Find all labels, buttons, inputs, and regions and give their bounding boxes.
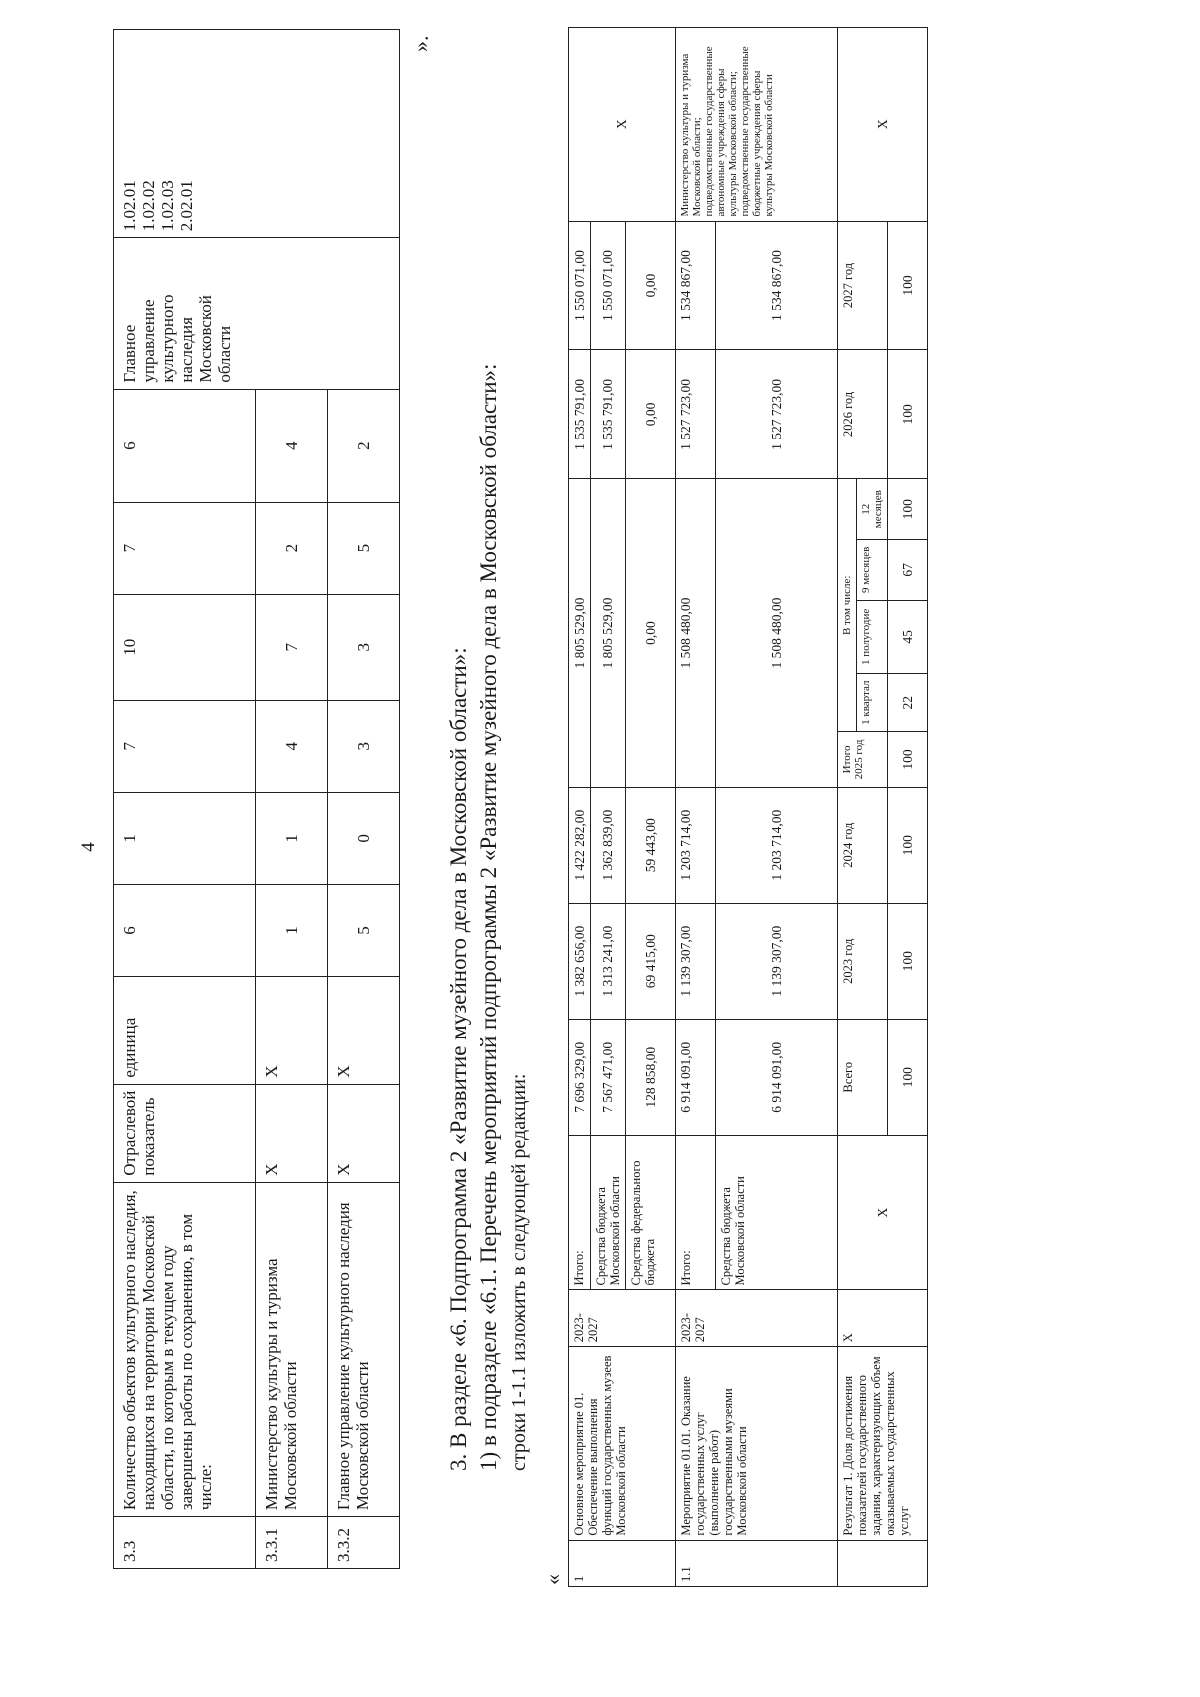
period: 2023-2027 [569, 1290, 676, 1347]
value-cell: 5 [328, 502, 400, 594]
value-cell: 100 [888, 1019, 928, 1135]
header-in-that: В том числе: [838, 479, 857, 732]
result-name: Результат 1. Доля достижения показателей государственного задания, характеризующих объем оказываемых государственных услуг [838, 1347, 928, 1540]
amount-cell: 0,00 [626, 350, 676, 479]
unit: Х [256, 977, 328, 1085]
header-q1: 1 квартал [857, 674, 888, 732]
indicator-name: Главное управление культурного наследия Московской области [328, 1182, 400, 1516]
amount-cell: 1 535 791,00 [569, 350, 591, 479]
amount-cell: 1 362 839,00 [591, 787, 626, 903]
row-number: 3.3 [114, 1517, 256, 1569]
table-row [569, 28, 591, 1587]
amount-cell: 1 508 480,00 [716, 479, 838, 787]
indicator-name: Количество объектов культурного наследия, находящихся на территории Московской области, по которым в текущем году завершены работы по сохранению, в том числе: [114, 1182, 256, 1516]
amount-cell: 0,00 [626, 221, 676, 350]
measure-name: Мероприятие 01.01. Оказание государственных услуг (выполнение работ) государственными музеями Московской области [676, 1347, 838, 1540]
funding-source: Средства федерального бюджета [626, 1135, 676, 1290]
value-cell: 2 [328, 389, 400, 502]
responsible-cell: Х [569, 28, 676, 222]
indicator-name: Министерство культуры и туризма Московской области [256, 1182, 328, 1516]
amount-cell: 1 534 867,00 [676, 221, 716, 350]
measure-name: Основное мероприятие 01. Обеспечение выполнения функций государственных музеев Московской области [569, 1347, 676, 1540]
row-number: 1 [569, 1540, 676, 1586]
amount-cell: 1 382 656,00 [569, 903, 591, 1019]
indicator-type: Отраслевой показатель [114, 1084, 256, 1182]
unit: единица [114, 977, 256, 1085]
amount-cell: 0,00 [626, 479, 676, 787]
amount-cell: 1 805 529,00 [591, 479, 626, 787]
header-h1: 1 полугодие [857, 600, 888, 674]
related-codes: 1.02.01 1.02.02 1.02.03 2.02.01 [114, 30, 400, 238]
header-itogo-2025: Итого 2025 год [838, 732, 888, 787]
funding-source: Средства бюджета Московской области [591, 1135, 626, 1290]
amount-cell: 1 550 071,00 [569, 221, 591, 350]
amount-cell: 7 696 329,00 [569, 1019, 591, 1135]
header-2027: 2027 год [838, 221, 888, 350]
amount-cell: 1 805 529,00 [569, 479, 591, 787]
value-cell: 1 [114, 792, 256, 884]
amount-cell: 69 415,00 [626, 903, 676, 1019]
value-cell: 22 [888, 674, 928, 732]
table-row [676, 28, 716, 1587]
period: Х [838, 1290, 928, 1347]
header-2023: 2023 год [838, 903, 888, 1019]
amount-cell: 1 422 282,00 [569, 787, 591, 903]
value-cell: 0 [328, 792, 400, 884]
funding-source: Итого: [569, 1135, 591, 1290]
value-cell: 45 [888, 600, 928, 674]
responsible-cell: Х [838, 28, 928, 222]
value-cell: 100 [888, 903, 928, 1019]
row-number: 3.3.2 [328, 1517, 400, 1569]
funding-source: Х [838, 1135, 928, 1290]
row-number: 3.3.1 [256, 1517, 328, 1569]
amount-cell: 59 443,00 [626, 787, 676, 903]
value-cell: 10 [114, 594, 256, 700]
value-cell: 4 [256, 389, 328, 502]
value-cell: 100 [888, 787, 928, 903]
header-12m: 12 месяцев [857, 479, 888, 540]
value-cell: 5 [328, 884, 400, 976]
page-number: 4 [78, 842, 99, 852]
value-cell: 6 [114, 884, 256, 976]
period: 2023-2027 [676, 1290, 838, 1347]
unit: Х [328, 977, 400, 1085]
amount-cell: 1 139 307,00 [716, 903, 838, 1019]
indicators-table [113, 29, 400, 1569]
amount-cell: 1 139 307,00 [676, 903, 716, 1019]
value-cell: 7 [114, 502, 256, 594]
amount-cell: 7 567 471,00 [591, 1019, 626, 1135]
row-number: 1.1 [676, 1540, 838, 1586]
value-cell: 100 [888, 350, 928, 479]
amount-cell: 6 914 091,00 [716, 1019, 838, 1135]
funding-source: Средства бюджета Московской области [716, 1135, 838, 1290]
header-2026: 2026 год [838, 350, 888, 479]
amount-cell: 1 203 714,00 [716, 787, 838, 903]
value-cell: 100 [888, 221, 928, 350]
amount-cell: 6 914 091,00 [676, 1019, 716, 1135]
amount-cell: 1 527 723,00 [676, 350, 716, 479]
closing-quote: ». [408, 35, 433, 52]
value-cell: 7 [256, 594, 328, 700]
value-cell: 6 [114, 389, 256, 502]
rows-note: строки 1-1.1 изложить в следующей редакции: [508, 1073, 530, 1471]
value-cell: 100 [888, 479, 928, 540]
opening-quote: « [540, 1574, 565, 1585]
item-heading: 1) в подразделе «6.1. Перечень мероприятий подпрограммы 2 «Развитие музейного дела в Московской области»: [476, 363, 501, 1471]
amount-cell: 1 550 071,00 [591, 221, 626, 350]
amount-cell: 1 527 723,00 [716, 350, 838, 479]
responsible-body: Главное управление культурного наследия Московской области [114, 238, 400, 389]
amount-cell: 1 313 241,00 [591, 903, 626, 1019]
amount-cell: 128 858,00 [626, 1019, 676, 1135]
value-cell: 67 [888, 540, 928, 601]
indicator-type: Х [328, 1084, 400, 1182]
value-cell: 2 [256, 502, 328, 594]
funding-source: Итого: [676, 1135, 716, 1290]
amount-cell: 1 508 480,00 [676, 479, 716, 787]
value-cell: 7 [114, 700, 256, 792]
amount-cell: 1 534 867,00 [716, 221, 838, 350]
amount-cell: 1 535 791,00 [591, 350, 626, 479]
value-cell: 3 [328, 594, 400, 700]
header-total: Всего [838, 1019, 888, 1135]
value-cell: 4 [256, 700, 328, 792]
header-9m: 9 месяцев [857, 540, 888, 601]
table-row [114, 30, 256, 1569]
responsible-cell: Министерство культуры и туризма Московской области; подведомственные государственные автономные учреждения сферы культуры Московской области; подведомственные государственные бюджетные учреждения сферы культуры Московской области [676, 28, 838, 222]
value-cell: 1 [256, 792, 328, 884]
header-2024: 2024 год [838, 787, 888, 903]
indicator-type: Х [256, 1084, 328, 1182]
value-cell: 3 [328, 700, 400, 792]
measures-table [568, 27, 928, 1587]
amount-cell: 1 203 714,00 [676, 787, 716, 903]
value-cell: 100 [888, 732, 928, 787]
section-heading: 3. В разделе «6. Подпрограмма 2 «Развитие музейного дела в Московской области»: [446, 647, 471, 1471]
value-cell: 1 [256, 884, 328, 976]
table-row [838, 28, 857, 1587]
